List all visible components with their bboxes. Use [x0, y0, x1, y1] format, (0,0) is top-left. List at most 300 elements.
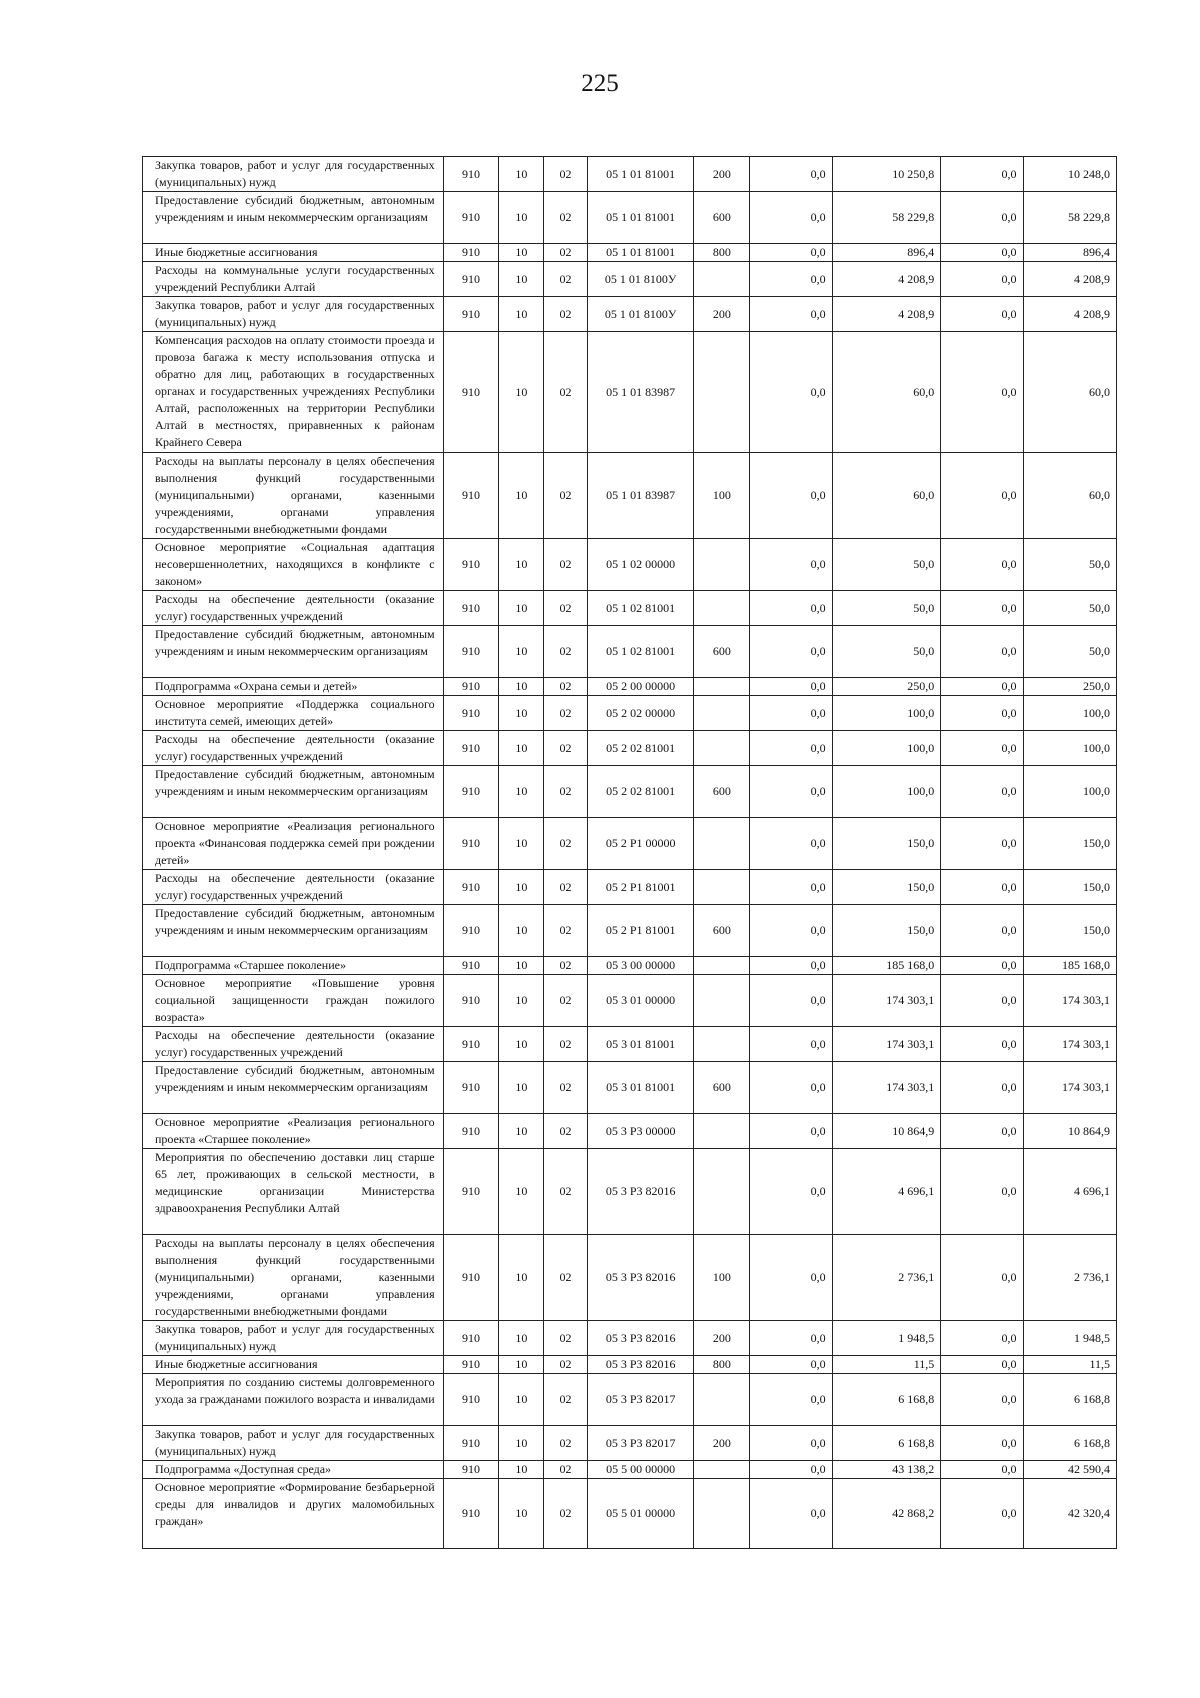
amount-col-2: 11,5 [832, 1356, 941, 1374]
target-article-code: 05 5 01 00000 [587, 1479, 694, 1549]
amount-col-4: 150,0 [1023, 818, 1116, 870]
amount-col-4: 250,0 [1023, 678, 1116, 696]
subsection-code: 02 [544, 905, 588, 957]
amount-col-1: 0,0 [750, 957, 832, 975]
amount-col-4: 6 168,8 [1023, 1426, 1116, 1461]
target-article-code: 05 1 02 81001 [587, 591, 694, 626]
section-code: 10 [499, 1062, 544, 1114]
amount-col-2: 174 303,1 [832, 975, 941, 1027]
amount-col-3: 0,0 [941, 905, 1023, 957]
target-article-code: 05 3 01 81001 [587, 1027, 694, 1062]
amount-col-2: 6 168,8 [832, 1426, 941, 1461]
table-row [143, 297, 1117, 332]
section-code: 10 [499, 957, 544, 975]
section-code: 10 [499, 332, 544, 453]
amount-col-1: 0,0 [750, 1374, 832, 1426]
amount-col-3: 0,0 [941, 1062, 1023, 1114]
target-article-code: 05 3 P3 82016 [587, 1149, 694, 1235]
ministry-code: 910 [443, 957, 499, 975]
expense-type-code: 600 [694, 192, 750, 244]
subsection-code: 02 [544, 591, 588, 626]
amount-col-3: 0,0 [941, 626, 1023, 678]
amount-col-2: 100,0 [832, 766, 941, 818]
target-article-code: 05 1 01 8100У [587, 262, 694, 297]
table-row [143, 332, 1117, 453]
amount-col-1: 0,0 [750, 297, 832, 332]
amount-col-2: 150,0 [832, 818, 941, 870]
ministry-code: 910 [443, 192, 499, 244]
amount-col-2: 150,0 [832, 870, 941, 905]
expense-type-code: 600 [694, 626, 750, 678]
subsection-code: 02 [544, 453, 588, 539]
subsection-code: 02 [544, 696, 588, 731]
section-code: 10 [499, 192, 544, 244]
target-article-code: 05 3 P3 00000 [587, 1114, 694, 1149]
amount-col-2: 42 868,2 [832, 1479, 941, 1549]
target-article-code: 05 2 P1 81001 [587, 870, 694, 905]
row-name: Предоставление субсидий бюджетным, автономным учреждениям и иным некоммерческим организациям [143, 1062, 444, 1114]
section-code: 10 [499, 1235, 544, 1321]
table-row [143, 539, 1117, 591]
amount-col-3: 0,0 [941, 1235, 1023, 1321]
amount-col-4: 50,0 [1023, 591, 1116, 626]
table-row [143, 1114, 1117, 1149]
amount-col-4: 174 303,1 [1023, 975, 1116, 1027]
amount-col-2: 10 250,8 [832, 157, 941, 192]
amount-col-1: 0,0 [750, 453, 832, 539]
row-name: Основное мероприятие «Повышение уровня социальной защищенности граждан пожилого возраста» [143, 975, 444, 1027]
table-row [143, 957, 1117, 975]
section-code: 10 [499, 591, 544, 626]
amount-col-2: 2 736,1 [832, 1235, 941, 1321]
amount-col-1: 0,0 [750, 1461, 832, 1479]
amount-col-4: 100,0 [1023, 731, 1116, 766]
amount-col-3: 0,0 [941, 157, 1023, 192]
section-code: 10 [499, 1426, 544, 1461]
amount-col-2: 6 168,8 [832, 1374, 941, 1426]
ministry-code: 910 [443, 905, 499, 957]
expense-type-code [694, 870, 750, 905]
amount-col-3: 0,0 [941, 244, 1023, 262]
table-row [143, 262, 1117, 297]
amount-col-3: 0,0 [941, 332, 1023, 453]
table-row [143, 818, 1117, 870]
ministry-code: 910 [443, 626, 499, 678]
table-row [143, 975, 1117, 1027]
amount-col-4: 4 208,9 [1023, 262, 1116, 297]
row-name: Предоставление субсидий бюджетным, автономным учреждениям и иным некоммерческим организациям [143, 192, 444, 244]
section-code: 10 [499, 1114, 544, 1149]
subsection-code: 02 [544, 1235, 588, 1321]
amount-col-4: 50,0 [1023, 539, 1116, 591]
subsection-code: 02 [544, 957, 588, 975]
amount-col-3: 0,0 [941, 957, 1023, 975]
target-article-code: 05 3 01 00000 [587, 975, 694, 1027]
amount-col-1: 0,0 [750, 870, 832, 905]
amount-col-2: 58 229,8 [832, 192, 941, 244]
amount-col-4: 150,0 [1023, 905, 1116, 957]
amount-col-3: 0,0 [941, 262, 1023, 297]
target-article-code: 05 3 P3 82016 [587, 1321, 694, 1356]
table-row [143, 1374, 1117, 1426]
expense-type-code: 100 [694, 453, 750, 539]
row-name: Иные бюджетные ассигнования [143, 1356, 444, 1374]
amount-col-3: 0,0 [941, 1374, 1023, 1426]
expense-type-code: 200 [694, 1321, 750, 1356]
amount-col-2: 60,0 [832, 332, 941, 453]
row-name: Иные бюджетные ассигнования [143, 244, 444, 262]
expense-type-code: 200 [694, 157, 750, 192]
target-article-code: 05 2 02 81001 [587, 766, 694, 818]
amount-col-4: 6 168,8 [1023, 1374, 1116, 1426]
amount-col-2: 150,0 [832, 905, 941, 957]
amount-col-3: 0,0 [941, 1356, 1023, 1374]
row-name: Подпрограмма «Доступная среда» [143, 1461, 444, 1479]
table-row [143, 1062, 1117, 1114]
amount-col-4: 896,4 [1023, 244, 1116, 262]
amount-col-4: 150,0 [1023, 870, 1116, 905]
amount-col-1: 0,0 [750, 731, 832, 766]
amount-col-4: 174 303,1 [1023, 1027, 1116, 1062]
subsection-code: 02 [544, 1461, 588, 1479]
amount-col-3: 0,0 [941, 453, 1023, 539]
table-row [143, 766, 1117, 818]
amount-col-1: 0,0 [750, 262, 832, 297]
section-code: 10 [499, 678, 544, 696]
table-row [143, 192, 1117, 244]
row-name: Основное мероприятие «Реализация регионального проекта «Старшее поколение» [143, 1114, 444, 1149]
amount-col-1: 0,0 [750, 1235, 832, 1321]
ministry-code: 910 [443, 453, 499, 539]
table-row [143, 244, 1117, 262]
amount-col-3: 0,0 [941, 731, 1023, 766]
amount-col-2: 50,0 [832, 591, 941, 626]
expense-type-code [694, 539, 750, 591]
ministry-code: 910 [443, 1374, 499, 1426]
subsection-code: 02 [544, 297, 588, 332]
subsection-code: 02 [544, 1426, 588, 1461]
amount-col-2: 60,0 [832, 453, 941, 539]
section-code: 10 [499, 1461, 544, 1479]
page-number: 225 [581, 70, 619, 97]
subsection-code: 02 [544, 1356, 588, 1374]
expense-type-code [694, 332, 750, 453]
target-article-code: 05 3 P3 82016 [587, 1356, 694, 1374]
amount-col-4: 60,0 [1023, 453, 1116, 539]
budget-table-body [143, 157, 1117, 1549]
ministry-code: 910 [443, 1479, 499, 1549]
row-name: Закупка товаров, работ и услуг для государственных (муниципальных) нужд [143, 157, 444, 192]
amount-col-4: 58 229,8 [1023, 192, 1116, 244]
ministry-code: 910 [443, 262, 499, 297]
section-code: 10 [499, 818, 544, 870]
ministry-code: 910 [443, 870, 499, 905]
amount-col-3: 0,0 [941, 678, 1023, 696]
ministry-code: 910 [443, 818, 499, 870]
section-code: 10 [499, 157, 544, 192]
amount-col-1: 0,0 [750, 696, 832, 731]
amount-col-2: 4 696,1 [832, 1149, 941, 1235]
section-code: 10 [499, 975, 544, 1027]
amount-col-3: 0,0 [941, 297, 1023, 332]
ministry-code: 910 [443, 1235, 499, 1321]
amount-col-3: 0,0 [941, 539, 1023, 591]
amount-col-2: 174 303,1 [832, 1027, 941, 1062]
subsection-code: 02 [544, 818, 588, 870]
expense-type-code [694, 1027, 750, 1062]
table-row [143, 870, 1117, 905]
row-name: Закупка товаров, работ и услуг для государственных (муниципальных) нужд [143, 1426, 444, 1461]
amount-col-2: 50,0 [832, 626, 941, 678]
amount-col-3: 0,0 [941, 591, 1023, 626]
target-article-code: 05 1 01 83987 [587, 332, 694, 453]
amount-col-3: 0,0 [941, 1149, 1023, 1235]
amount-col-2: 50,0 [832, 539, 941, 591]
amount-col-2: 100,0 [832, 696, 941, 731]
expense-type-code: 600 [694, 766, 750, 818]
table-row [143, 591, 1117, 626]
amount-col-1: 0,0 [750, 678, 832, 696]
row-name: Расходы на выплаты персоналу в целях обеспечения выполнения функций государственными (муниципальными) органами, казенными учреждениями, органами управления государственными внебюджетными фондами [143, 1235, 444, 1321]
table-row [143, 1356, 1117, 1374]
target-article-code: 05 3 P3 82017 [587, 1374, 694, 1426]
expense-type-code: 800 [694, 1356, 750, 1374]
amount-col-4: 174 303,1 [1023, 1062, 1116, 1114]
amount-col-3: 0,0 [941, 975, 1023, 1027]
row-name: Мероприятия по обеспечению доставки лиц старше 65 лет, проживающих в сельской местности, в медицинские организации Министерства здравоохранения Республики Алтай [143, 1149, 444, 1235]
expense-type-code [694, 1114, 750, 1149]
target-article-code: 05 1 01 83987 [587, 453, 694, 539]
ministry-code: 910 [443, 332, 499, 453]
amount-col-1: 0,0 [750, 975, 832, 1027]
target-article-code: 05 1 01 81001 [587, 192, 694, 244]
expense-type-code: 200 [694, 1426, 750, 1461]
section-code: 10 [499, 1374, 544, 1426]
row-name: Расходы на обеспечение деятельности (оказание услуг) государственных учреждений [143, 591, 444, 626]
expense-type-code [694, 678, 750, 696]
amount-col-3: 0,0 [941, 818, 1023, 870]
amount-col-1: 0,0 [750, 332, 832, 453]
section-code: 10 [499, 626, 544, 678]
target-article-code: 05 3 P3 82017 [587, 1426, 694, 1461]
amount-col-2: 185 168,0 [832, 957, 941, 975]
row-name: Закупка товаров, работ и услуг для государственных (муниципальных) нужд [143, 297, 444, 332]
table-row [143, 731, 1117, 766]
amount-col-4: 4 208,9 [1023, 297, 1116, 332]
section-code: 10 [499, 1479, 544, 1549]
ministry-code: 910 [443, 1114, 499, 1149]
target-article-code: 05 2 P1 00000 [587, 818, 694, 870]
row-name: Мероприятия по созданию системы долговременного ухода за гражданами пожилого возраста и инвалидами [143, 1374, 444, 1426]
target-article-code: 05 1 01 8100У [587, 297, 694, 332]
target-article-code: 05 1 01 81001 [587, 244, 694, 262]
subsection-code: 02 [544, 1321, 588, 1356]
table-row [143, 1321, 1117, 1356]
amount-col-4: 42 590,4 [1023, 1461, 1116, 1479]
expense-type-code [694, 696, 750, 731]
subsection-code: 02 [544, 1479, 588, 1549]
expense-type-code [694, 731, 750, 766]
table-row [143, 1235, 1117, 1321]
subsection-code: 02 [544, 1114, 588, 1149]
table-row [143, 157, 1117, 192]
amount-col-1: 0,0 [750, 192, 832, 244]
amount-col-1: 0,0 [750, 244, 832, 262]
ministry-code: 910 [443, 678, 499, 696]
subsection-code: 02 [544, 157, 588, 192]
amount-col-3: 0,0 [941, 766, 1023, 818]
row-name: Расходы на обеспечение деятельности (оказание услуг) государственных учреждений [143, 870, 444, 905]
section-code: 10 [499, 1149, 544, 1235]
subsection-code: 02 [544, 1062, 588, 1114]
amount-col-1: 0,0 [750, 766, 832, 818]
ministry-code: 910 [443, 297, 499, 332]
amount-col-4: 100,0 [1023, 696, 1116, 731]
expense-type-code [694, 591, 750, 626]
subsection-code: 02 [544, 766, 588, 818]
section-code: 10 [499, 539, 544, 591]
expense-type-code [694, 818, 750, 870]
section-code: 10 [499, 1321, 544, 1356]
amount-col-4: 2 736,1 [1023, 1235, 1116, 1321]
amount-col-4: 100,0 [1023, 766, 1116, 818]
section-code: 10 [499, 453, 544, 539]
table-row [143, 1149, 1117, 1235]
amount-col-3: 0,0 [941, 1114, 1023, 1149]
ministry-code: 910 [443, 975, 499, 1027]
amount-col-3: 0,0 [941, 1027, 1023, 1062]
section-code: 10 [499, 297, 544, 332]
row-name: Основное мероприятие «Реализация регионального проекта «Финансовая поддержка семей при рождении детей» [143, 818, 444, 870]
amount-col-1: 0,0 [750, 1426, 832, 1461]
amount-col-4: 4 696,1 [1023, 1149, 1116, 1235]
amount-col-4: 10 248,0 [1023, 157, 1116, 192]
row-name: Основное мероприятие «Формирование безбарьерной среды для инвалидов и других маломобильных граждан» [143, 1479, 444, 1549]
table-row [143, 1479, 1117, 1549]
section-code: 10 [499, 262, 544, 297]
expense-type-code: 200 [694, 297, 750, 332]
row-name: Основное мероприятие «Социальная адаптация несовершеннолетних, находящихся в конфликте с законом» [143, 539, 444, 591]
ministry-code: 910 [443, 1149, 499, 1235]
section-code: 10 [499, 905, 544, 957]
amount-col-1: 0,0 [750, 157, 832, 192]
ministry-code: 910 [443, 591, 499, 626]
row-name: Расходы на выплаты персоналу в целях обеспечения выполнения функций государственными (муниципальными) органами, казенными учреждениями, органами управления государственными внебюджетными фондами [143, 453, 444, 539]
target-article-code: 05 2 02 00000 [587, 696, 694, 731]
ministry-code: 910 [443, 696, 499, 731]
ministry-code: 910 [443, 1321, 499, 1356]
amount-col-1: 0,0 [750, 1321, 832, 1356]
table-row [143, 453, 1117, 539]
amount-col-3: 0,0 [941, 1426, 1023, 1461]
amount-col-3: 0,0 [941, 1461, 1023, 1479]
amount-col-1: 0,0 [750, 591, 832, 626]
row-name: Подпрограмма «Старшее поколение» [143, 957, 444, 975]
amount-col-3: 0,0 [941, 870, 1023, 905]
section-code: 10 [499, 1356, 544, 1374]
table-row [143, 905, 1117, 957]
amount-col-2: 10 864,9 [832, 1114, 941, 1149]
target-article-code: 05 3 P3 82016 [587, 1235, 694, 1321]
table-row [143, 1461, 1117, 1479]
expense-type-code: 600 [694, 905, 750, 957]
amount-col-1: 0,0 [750, 1479, 832, 1549]
subsection-code: 02 [544, 192, 588, 244]
amount-col-2: 43 138,2 [832, 1461, 941, 1479]
amount-col-1: 0,0 [750, 1027, 832, 1062]
target-article-code: 05 2 00 00000 [587, 678, 694, 696]
section-code: 10 [499, 731, 544, 766]
amount-col-2: 100,0 [832, 731, 941, 766]
budget-table [142, 156, 1117, 1549]
section-code: 10 [499, 696, 544, 731]
subsection-code: 02 [544, 731, 588, 766]
target-article-code: 05 5 00 00000 [587, 1461, 694, 1479]
amount-col-1: 0,0 [750, 818, 832, 870]
amount-col-4: 1 948,5 [1023, 1321, 1116, 1356]
row-name: Предоставление субсидий бюджетным, автономным учреждениям и иным некоммерческим организациям [143, 905, 444, 957]
amount-col-1: 0,0 [750, 1114, 832, 1149]
amount-col-4: 60,0 [1023, 332, 1116, 453]
ministry-code: 910 [443, 539, 499, 591]
amount-col-1: 0,0 [750, 1149, 832, 1235]
ministry-code: 910 [443, 731, 499, 766]
section-code: 10 [499, 244, 544, 262]
target-article-code: 05 1 02 00000 [587, 539, 694, 591]
table-row [143, 696, 1117, 731]
amount-col-1: 0,0 [750, 905, 832, 957]
subsection-code: 02 [544, 626, 588, 678]
amount-col-3: 0,0 [941, 1321, 1023, 1356]
subsection-code: 02 [544, 539, 588, 591]
expense-type-code [694, 1374, 750, 1426]
row-name: Расходы на обеспечение деятельности (оказание услуг) государственных учреждений [143, 731, 444, 766]
row-name: Закупка товаров, работ и услуг для государственных (муниципальных) нужд [143, 1321, 444, 1356]
subsection-code: 02 [544, 1027, 588, 1062]
amount-col-2: 1 948,5 [832, 1321, 941, 1356]
subsection-code: 02 [544, 244, 588, 262]
amount-col-4: 11,5 [1023, 1356, 1116, 1374]
expense-type-code [694, 1149, 750, 1235]
subsection-code: 02 [544, 262, 588, 297]
table-row [143, 1027, 1117, 1062]
ministry-code: 910 [443, 766, 499, 818]
amount-col-2: 174 303,1 [832, 1062, 941, 1114]
row-name: Расходы на коммунальные услуги государственных учреждений Республики Алтай [143, 262, 444, 297]
amount-col-3: 0,0 [941, 696, 1023, 731]
subsection-code: 02 [544, 332, 588, 453]
amount-col-3: 0,0 [941, 1479, 1023, 1549]
subsection-code: 02 [544, 870, 588, 905]
row-name: Компенсация расходов на оплату стоимости проезда и провоза багажа к месту использования отпуска и обратно для лиц, работающих в государственных органах и государственных учреждениях Республики Алтай, расположенных на территории Республики Алтай в местностях, приравненных к районам Крайнего Севера [143, 332, 444, 453]
table-row [143, 626, 1117, 678]
section-code: 10 [499, 1027, 544, 1062]
target-article-code: 05 1 01 81001 [587, 157, 694, 192]
target-article-code: 05 2 02 81001 [587, 731, 694, 766]
expense-type-code [694, 1461, 750, 1479]
expense-type-code [694, 957, 750, 975]
expense-type-code [694, 1479, 750, 1549]
expense-type-code: 100 [694, 1235, 750, 1321]
row-name: Подпрограмма «Охрана семьи и детей» [143, 678, 444, 696]
ministry-code: 910 [443, 244, 499, 262]
amount-col-4: 42 320,4 [1023, 1479, 1116, 1549]
amount-col-4: 185 168,0 [1023, 957, 1116, 975]
target-article-code: 05 1 02 81001 [587, 626, 694, 678]
expense-type-code: 600 [694, 1062, 750, 1114]
subsection-code: 02 [544, 975, 588, 1027]
row-name: Расходы на обеспечение деятельности (оказание услуг) государственных учреждений [143, 1027, 444, 1062]
